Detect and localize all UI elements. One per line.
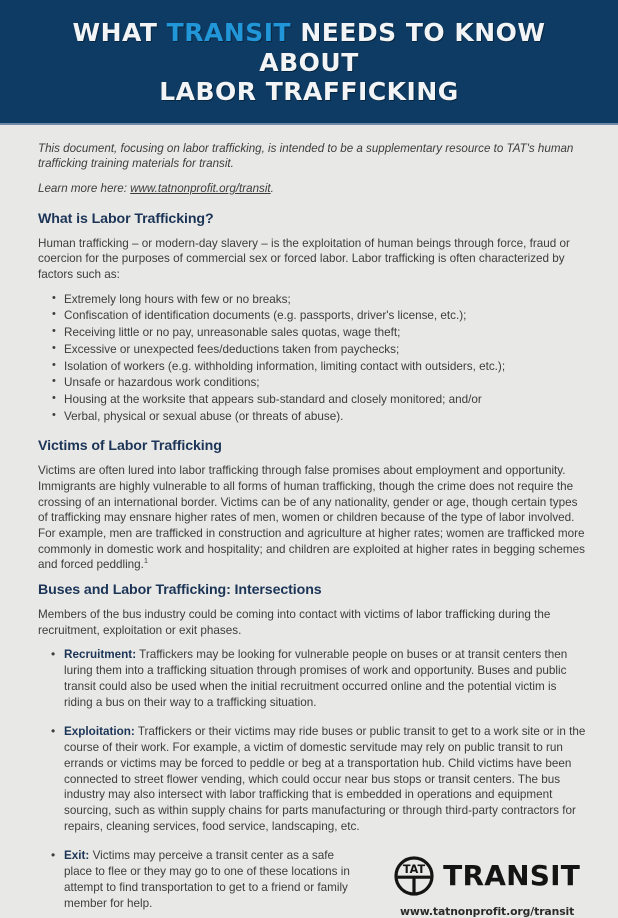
header-title-post: NEEDS TO KNOW ABOUT (259, 18, 545, 77)
victims-paragraph (38, 463, 588, 573)
phase-label-recruitment: Recruitment: (64, 648, 136, 661)
list-item: • Extremely long hours with few or no breaks; (64, 292, 588, 308)
list-item-exit (64, 848, 360, 912)
buses-paragraph: Members of the bus industry could be coming into contact with victims of labor trafficking during the recruitment, exploitation or exit phases. (38, 607, 588, 638)
list-item: • Receiving little or no pay, unreasonable sales quotas, wage theft; (64, 325, 588, 341)
list-item-recruitment (64, 647, 588, 711)
header-banner (0, 0, 618, 125)
exit-column (30, 848, 360, 912)
phase-label-exploitation: Exploitation: (64, 725, 135, 738)
phase-text-exit: Victims may perceive a transit center as a safe place to flee or they may go to one of these locations in attempt to find transportation to get to a friend or family member for help. (64, 849, 350, 910)
header-title-accent: TRANSIT (167, 18, 291, 47)
phase-label-exit: Exit: (64, 849, 89, 862)
tat-transit-logo-lockup (394, 856, 580, 896)
tat-mark-text: TAT (403, 863, 426, 876)
phase-text-exploitation: Traffickers or their victims may ride buses or public transit to get to a work site or in the course of their work. For example, a victim of domestic servitude may rely on public transit to run errands or victims may be forced to peddle or beg at a transportation hub. Child victims have been connected to street flower vending, which could occur near bus stops or transit centers. The bus industry may also intersect with labor trafficking that is embedded in operations and equipment sourcing, such as within supply chains for parts manufacturing or through third-party contractors for repairs, cleaning services, food service, landscaping, etc. (64, 725, 585, 833)
transit-wordmark: TRANSIT (443, 862, 580, 890)
victims-paragraph-text: Victims are often lured into labor trafficking through false promises about employment and opportunity. Immigrants are highly vulnerable to all forms of human trafficking, though the crime does not require the crossing of an international border. Victims can be of any nationality, gender or age, though certain types of trafficking may ensnare higher rates of men, women or children because of the type of labor involved. For example, men are trafficked in construction and agriculture at higher rates; women are trafficked more commonly in domestic work and hospitality; and children are exploited at higher rates in begging schemes and forced peddling. (38, 464, 585, 571)
list-item: • Isolation of workers (e.g. withholding information, limiting contact with outsiders, etc.); (64, 359, 588, 375)
header-title-line2: LABOR TRAFFICKING (159, 77, 459, 106)
exit-and-logo-row (30, 848, 588, 918)
header-title-pre: WHAT (73, 18, 167, 47)
tat-transit-link[interactable]: www.tatnonprofit.org/transit (130, 182, 270, 195)
phases-list-top (30, 647, 588, 835)
document-content (0, 125, 618, 918)
learn-more-suffix: . (271, 182, 274, 195)
what-is-paragraph: Human trafficking – or modern-day slavery – is the exploitation of human beings through force, fraud or coercion for the purposes of commercial sex or forced labor. Labor trafficking is often characterized by factors such as: (38, 236, 588, 283)
learn-more-line (38, 181, 588, 197)
labor-trafficking-factors-list (30, 292, 588, 424)
tat-circle-logo-icon (394, 856, 434, 896)
footnote-marker: 1 (144, 556, 148, 565)
phases-list-exit (30, 848, 360, 912)
list-item: • Unsafe or hazardous work conditions; (64, 375, 588, 391)
list-item-exploitation (64, 724, 588, 835)
section-heading-buses-and-labor-trafficking: Buses and Labor Trafficking: Intersections (38, 582, 588, 598)
list-item: • Excessive or unexpected fees/deductions taken from paychecks; (64, 342, 588, 358)
section-heading-victims-of-labor-trafficking: Victims of Labor Trafficking (38, 438, 588, 454)
intro-paragraph: This document, focusing on labor trafficking, is intended to be a supplementary resource to TAT's human trafficking training materials for transit. (38, 141, 588, 173)
phase-text-recruitment: Traffickers may be looking for vulnerable people on buses or at transit centers then luring them into a trafficking situation through promises of work and opportunity. Buses and public transit could also be used when the initial recruitment occurred online and the potential victim is riding a bus on their way to a trafficking situation. (64, 648, 567, 709)
section-heading-what-is-labor-trafficking: What is Labor Trafficking? (38, 211, 588, 227)
footer-logo-column (394, 848, 588, 918)
page-title (30, 18, 588, 107)
list-item: • Housing at the worksite that appears sub-standard and closely monitored; and/or (64, 392, 588, 408)
learn-more-prefix: Learn more here: (38, 182, 130, 195)
list-item: • Confiscation of identification documents (e.g. passports, driver's license, etc.); (64, 308, 588, 324)
footer-url[interactable]: www.tatnonprofit.org/transit (394, 905, 580, 918)
list-item: • Verbal, physical or sexual abuse (or threats of abuse). (64, 409, 588, 425)
